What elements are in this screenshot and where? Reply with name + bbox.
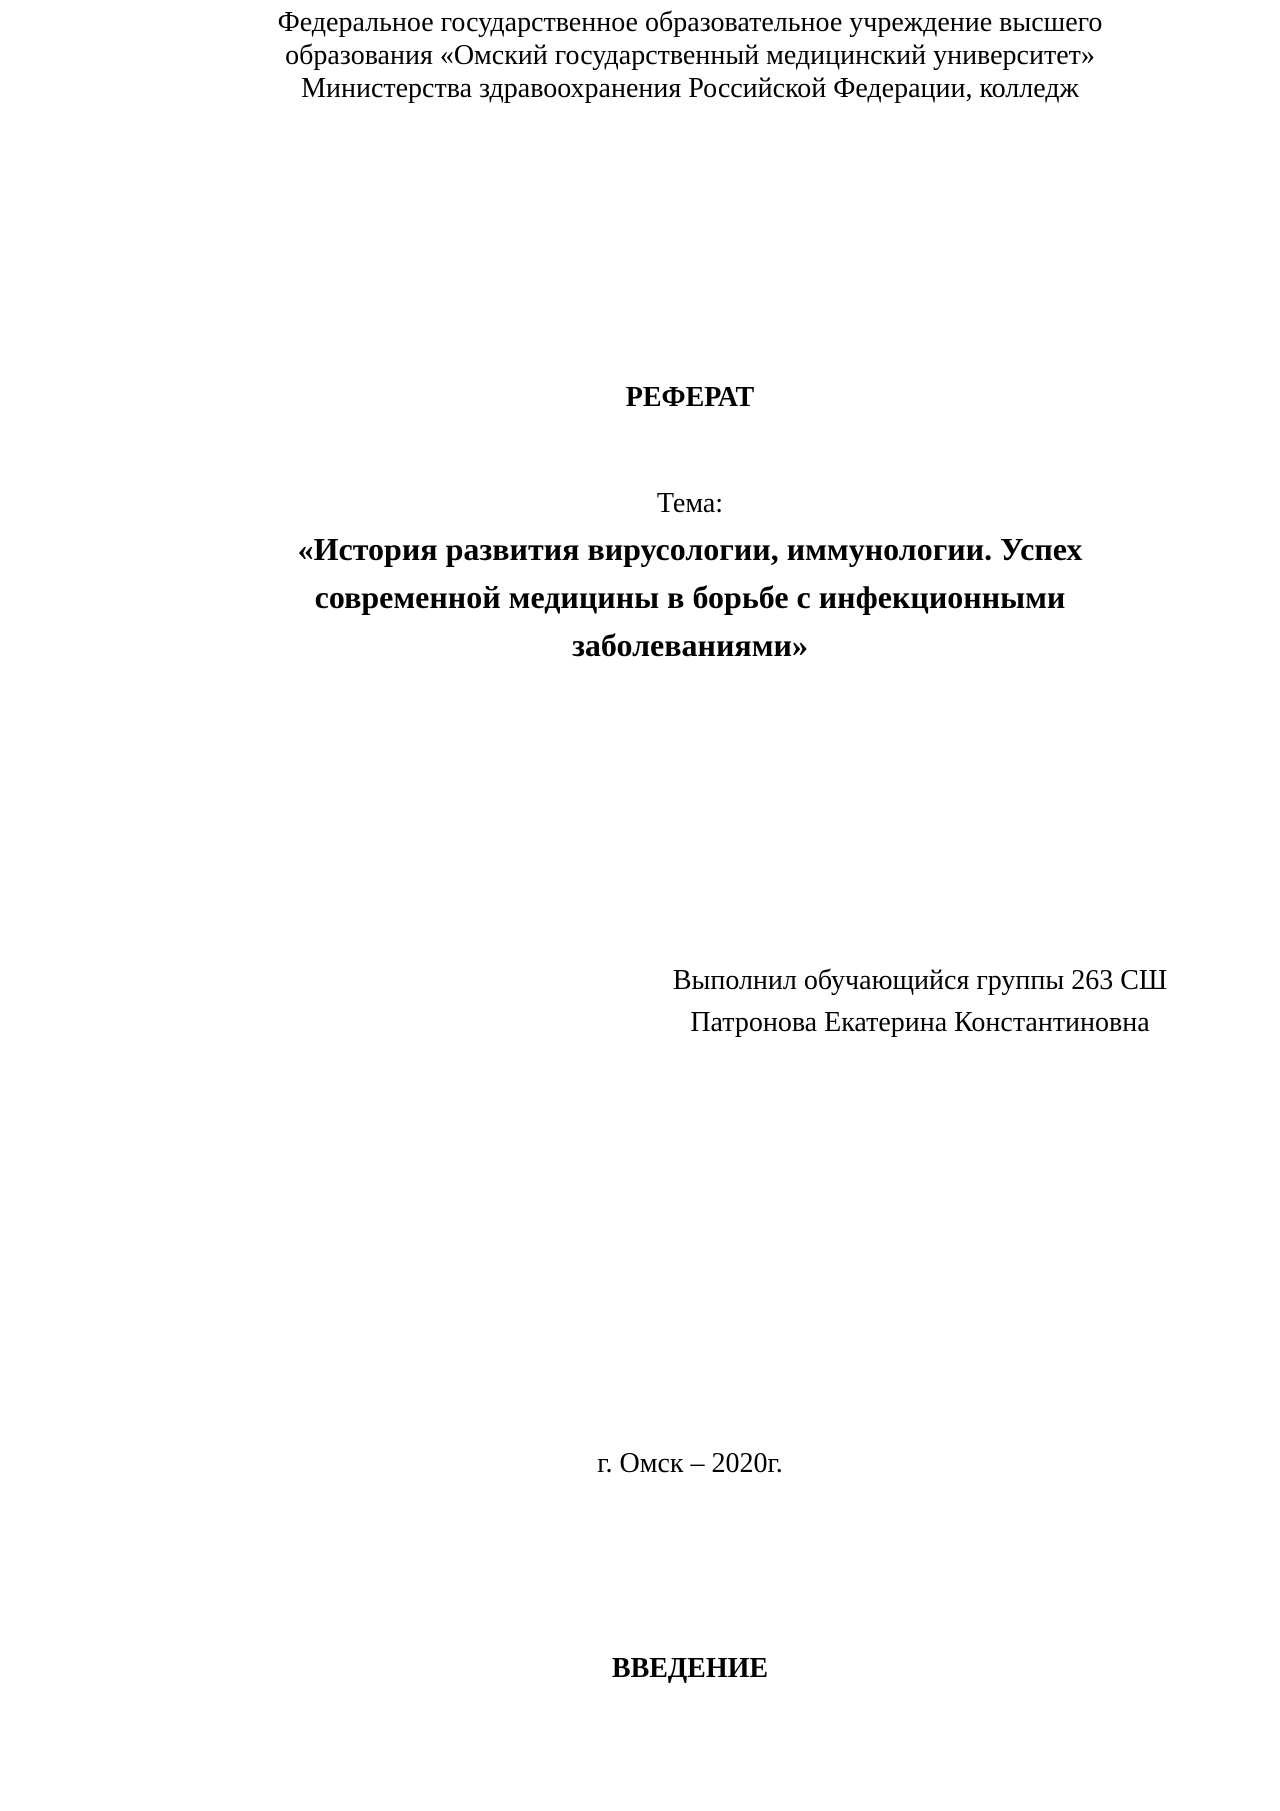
- theme-title-line: «История развития вирусологии, иммунологии. Успех: [297, 531, 1083, 567]
- theme-label: Тема:: [656, 488, 724, 519]
- institution-header-line: Министерства здравоохранения Российской Федерации, колледж: [301, 73, 1079, 104]
- theme-title-line: современной медицины в борьбе с инфекционными: [314, 579, 1066, 615]
- city-year: г. Омск – 2020г.: [597, 1448, 783, 1479]
- author-group-line: Выполнил обучающийся группы 263 СШ: [672, 965, 1168, 996]
- author-name-line: Патронова Екатерина Константиновна: [690, 1007, 1150, 1038]
- institution-header-line: Федеральное государственное образовательное учреждение высшего: [277, 7, 1103, 38]
- document-type-title: РЕФЕРАТ: [625, 382, 755, 413]
- author-block: [640, 960, 1200, 1044]
- theme-title-line: заболеваниями»: [572, 627, 808, 663]
- institution-header: [190, 6, 1190, 105]
- institution-header-line: образования «Омский государственный медицинский университет»: [285, 40, 1095, 71]
- section-heading-introduction: ВВЕДЕНИЕ: [611, 1653, 769, 1684]
- theme-title: [190, 525, 1190, 669]
